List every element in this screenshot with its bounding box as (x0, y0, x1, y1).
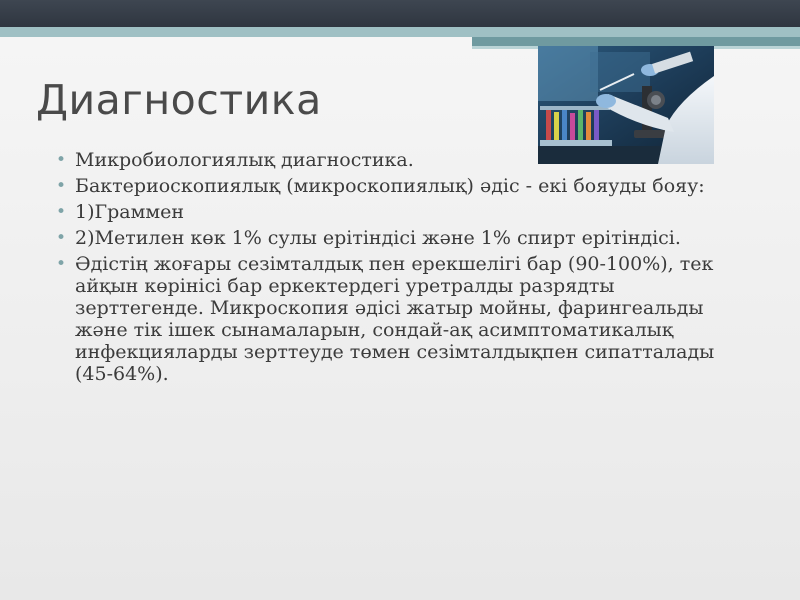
slide-title: Диагностика (36, 76, 322, 124)
accent-teal-bar (472, 37, 800, 46)
list-item (50, 253, 740, 385)
top-dark-bar (0, 0, 800, 27)
list-item-text: 2)Метилен көк 1% сулы ерітіндісі және 1% спирт ерітіндісі. (75, 227, 681, 249)
bullet-icon: • (56, 202, 67, 222)
bullet-list (50, 149, 740, 389)
list-item-text: Микробиологиялық диагностика. (75, 149, 414, 171)
list-item-text: Бактериоскопиялық (микроскопиялық) әдіс - екі бояуды бояу: (75, 175, 705, 197)
list-item (50, 175, 740, 197)
top-teal-bar (0, 27, 800, 37)
bullet-icon: • (56, 228, 67, 248)
list-item (50, 149, 740, 171)
bullet-icon: • (56, 176, 67, 196)
list-item-text: 1)Граммен (75, 201, 185, 223)
bullet-icon: • (56, 150, 67, 170)
bullet-icon: • (56, 254, 67, 274)
list-item-text: Әдістің жоғары сезімталдық пен ерекшелігі бар (90-100%), тек айқын көрінісі бар еркектердегі уретралды разрядты зерттегенде. Микроскопия әдісі жатыр мойны, фарингеальды және тік ішек сынамаларын, сондай-ақ асимптоматикалық инфекцияларды зерттеуде төмен сезімталдықпен сипатталады (45-64%). (75, 253, 715, 385)
laboratory-microscope-photo (538, 46, 714, 164)
list-item (50, 201, 740, 223)
list-item (50, 227, 740, 249)
